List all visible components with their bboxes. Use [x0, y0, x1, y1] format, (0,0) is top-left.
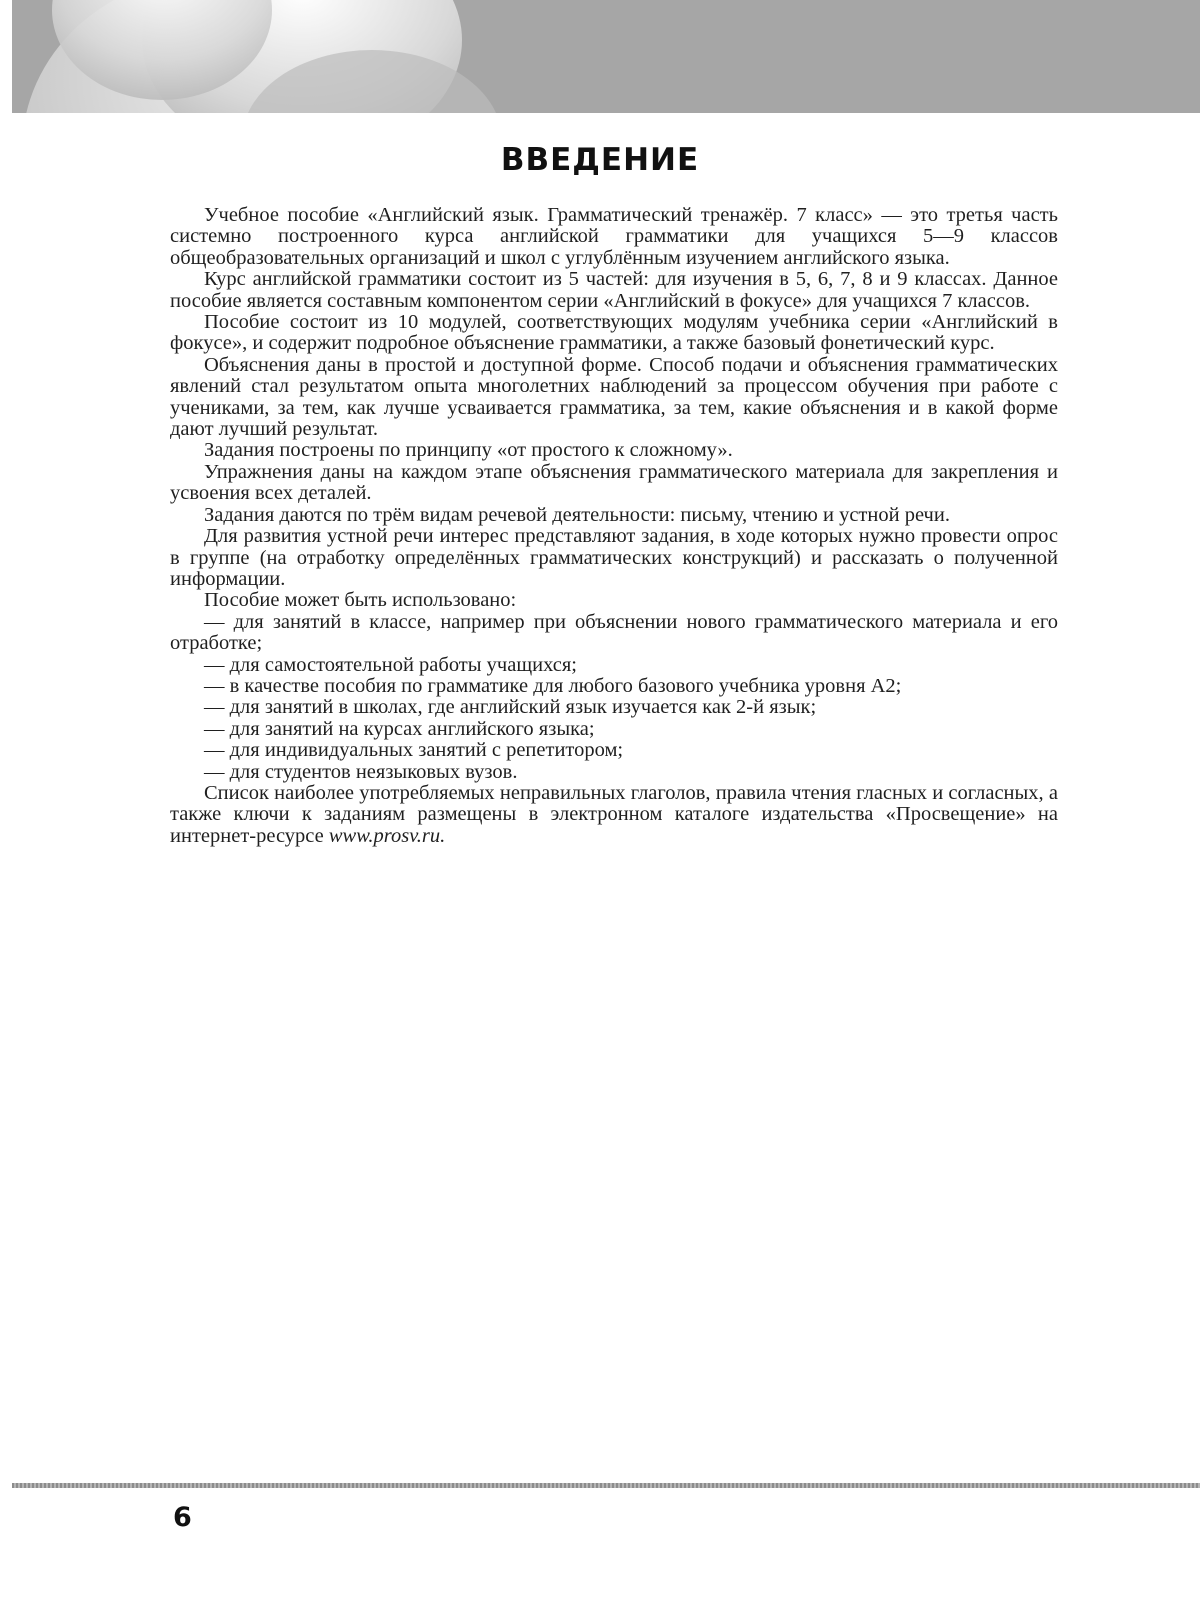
list-item: — для индивидуальных занятий с репетитором;: [204, 739, 624, 762]
header-decorative-band: [12, 0, 1200, 113]
paragraph: Упражнения даны на каждом этапе объяснения грамматического материала для закрепления и усвоения всех деталей.: [170, 460, 1058, 505]
final-paragraph: [170, 783, 1058, 847]
list-item: — для студентов неязыковых вузов.: [204, 760, 518, 783]
list-item: — для занятий в классе, например при объяснении нового грамматического материала и его отработке;: [170, 610, 1058, 655]
page-title: ВВЕДЕНИЕ: [500, 142, 700, 178]
paragraph: Курс английской грамматики состоит из 5 частей: для изучения в 5, 6, 7, 8 и 9 классах. Данное пособие является составным компонентом серии «Английский в фокусе» для учащихся 7 классов.: [170, 268, 1058, 312]
list-item: — в качестве пособия по грамматике для любого базового учебника уровня А2;: [204, 674, 902, 697]
final-paragraph-text: Список наиболее употребляемых неправильных глаголов, правила чтения гласных и согласных, а также ключи к заданиям размещены в электронном каталоге издательства «Просвещение» на интернет-ресурсе: [170, 781, 1058, 847]
paragraph: Пособие может быть использовано:: [204, 589, 517, 612]
footer-rule: [12, 1483, 1200, 1488]
paragraph: Задания даются по трём видам речевой деятельности: письму, чтению и устной речи.: [204, 503, 950, 526]
header-petal-graphic: [12, 0, 1200, 113]
paragraph: Задания построены по принципу «от простого к сложному».: [204, 439, 733, 462]
paragraph: Пособие состоит из 10 модулей, соответствующих модулям учебника серии «Английский в фокусе», и содержит подробное объяснение грамматики, а также базовый фонетический курс.: [170, 311, 1058, 355]
publisher-url: www.prosv.ru.: [328, 824, 446, 847]
paragraph: Объяснения даны в простой и доступной форме. Способ подачи и объяснения грамматических явлений стал результатом опыта многолетних наблюдений за процессом обучения при работе с учениками, за тем, как лучше усваивается грамматика, за тем, какие объяснения и в какой форме дают лучший результат.: [170, 353, 1058, 441]
introduction-text: [170, 205, 1058, 847]
list-item: — для самостоятельной работы учащихся;: [204, 653, 577, 676]
paragraph: Для развития устной речи интерес представляют задания, в ходе которых нужно провести опрос в группе (на отработку определённых грамматических конструкций) и рассказать о полученной информации.: [170, 525, 1058, 590]
list-item: — для занятий на курсах английского языка;: [204, 717, 595, 740]
paragraph: Учебное пособие «Английский язык. Грамматический тренажёр. 7 класс» — это третья часть системно построенного курса английской грамматики для учащихся 5—9 классов общеобразовательных организаций и школ с углублённым изучением английского языка.: [170, 204, 1058, 269]
list-item: — для занятий в школах, где английский язык изучается как 2-й язык;: [204, 696, 817, 719]
page-number: 6: [173, 1502, 192, 1533]
